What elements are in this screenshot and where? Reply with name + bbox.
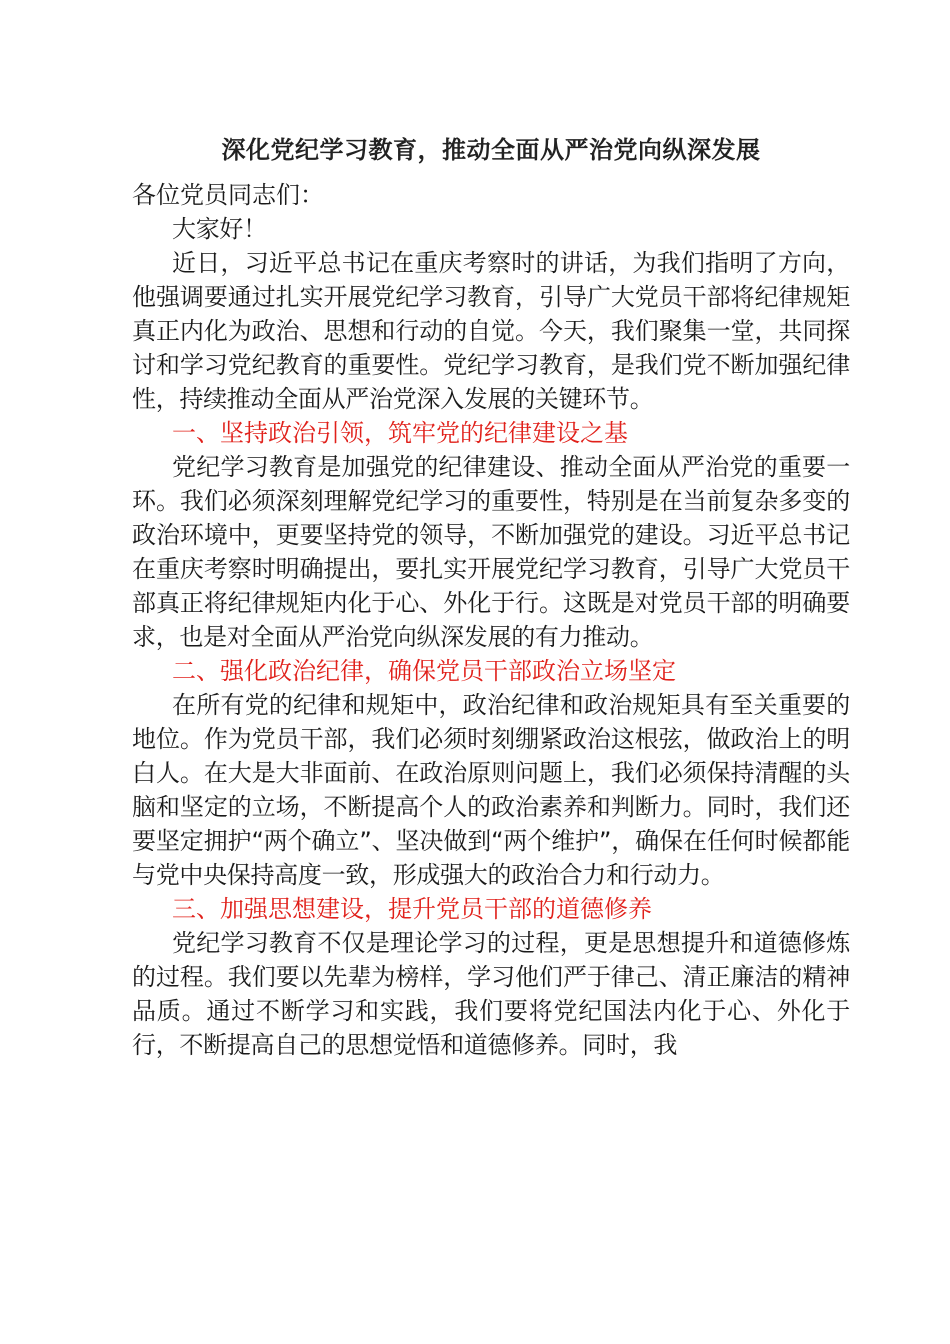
section-body-1: 党纪学习教育是加强党的纪律建设、推动全面从严治党的重要一环。我们必须深刻理解党纪学习的重要性，特别是在当前复杂多变的政治环境中，更要坚持党的领导，不断加强党的建设。习近平总书记在重庆考察时明确提出，要扎实开展党纪学习教育，引导广大党员干部真正将纪律规矩内化于心、外化于行。这既是对党员干部的明确要求，也是对全面从严治党向纵深发展的有力推动。 [132, 453, 850, 651]
document-title: 深化党纪学习教育，推动全面从严治党向纵深发展 [221, 136, 761, 164]
section-heading-2: 二、强化政治纪律，确保党员干部政治立场坚定 [172, 657, 676, 685]
document-page [132, 130, 850, 1062]
section-heading-3: 三、加强思想建设，提升党员干部的道德修养 [172, 895, 652, 923]
intro-paragraph: 近日，习近平总书记在重庆考察时的讲话，为我们指明了方向，他强调要通过扎实开展党纪学习教育，引导广大党员干部将纪律规矩真正内化为政治、思想和行动的自觉。今天，我们聚集一堂，共同探讨和学习党纪教育的重要性。党纪学习教育，是我们党不断加强纪律性，持续推动全面从严治党深入发展的关键环节。 [132, 249, 850, 413]
salutation: 各位党员同志们： [132, 181, 324, 209]
greeting: 大家好！ [172, 215, 267, 243]
section-body-3: 党纪学习教育不仅是理论学习的过程，更是思想提升和道德修炼的过程。我们要以先辈为榜样，学习他们严于律己、清正廉洁的精神品质。通过不断学习和实践，我们要将党纪国法内化于心、外化于行，不断提高自己的思想觉悟和道德修养。同时，我 [132, 929, 850, 1059]
section-heading-1: 一、坚持政治引领，筑牢党的纪律建设之基 [172, 419, 628, 447]
section-body-2: 在所有党的纪律和规矩中，政治纪律和政治规矩具有至关重要的地位。作为党员干部，我们必须时刻绷紧政治这根弦，做政治上的明白人。在大是大非面前、在政治原则问题上，我们必须保持清醒的头脑和坚定的立场，不断提高个人的政治素养和判断力。同时，我们还要坚定拥护“两个确立”、坚决做到“两个维护”，确保在任何时候都能与党中央保持高度一致，形成强大的政治合力和行动力。 [132, 691, 850, 889]
